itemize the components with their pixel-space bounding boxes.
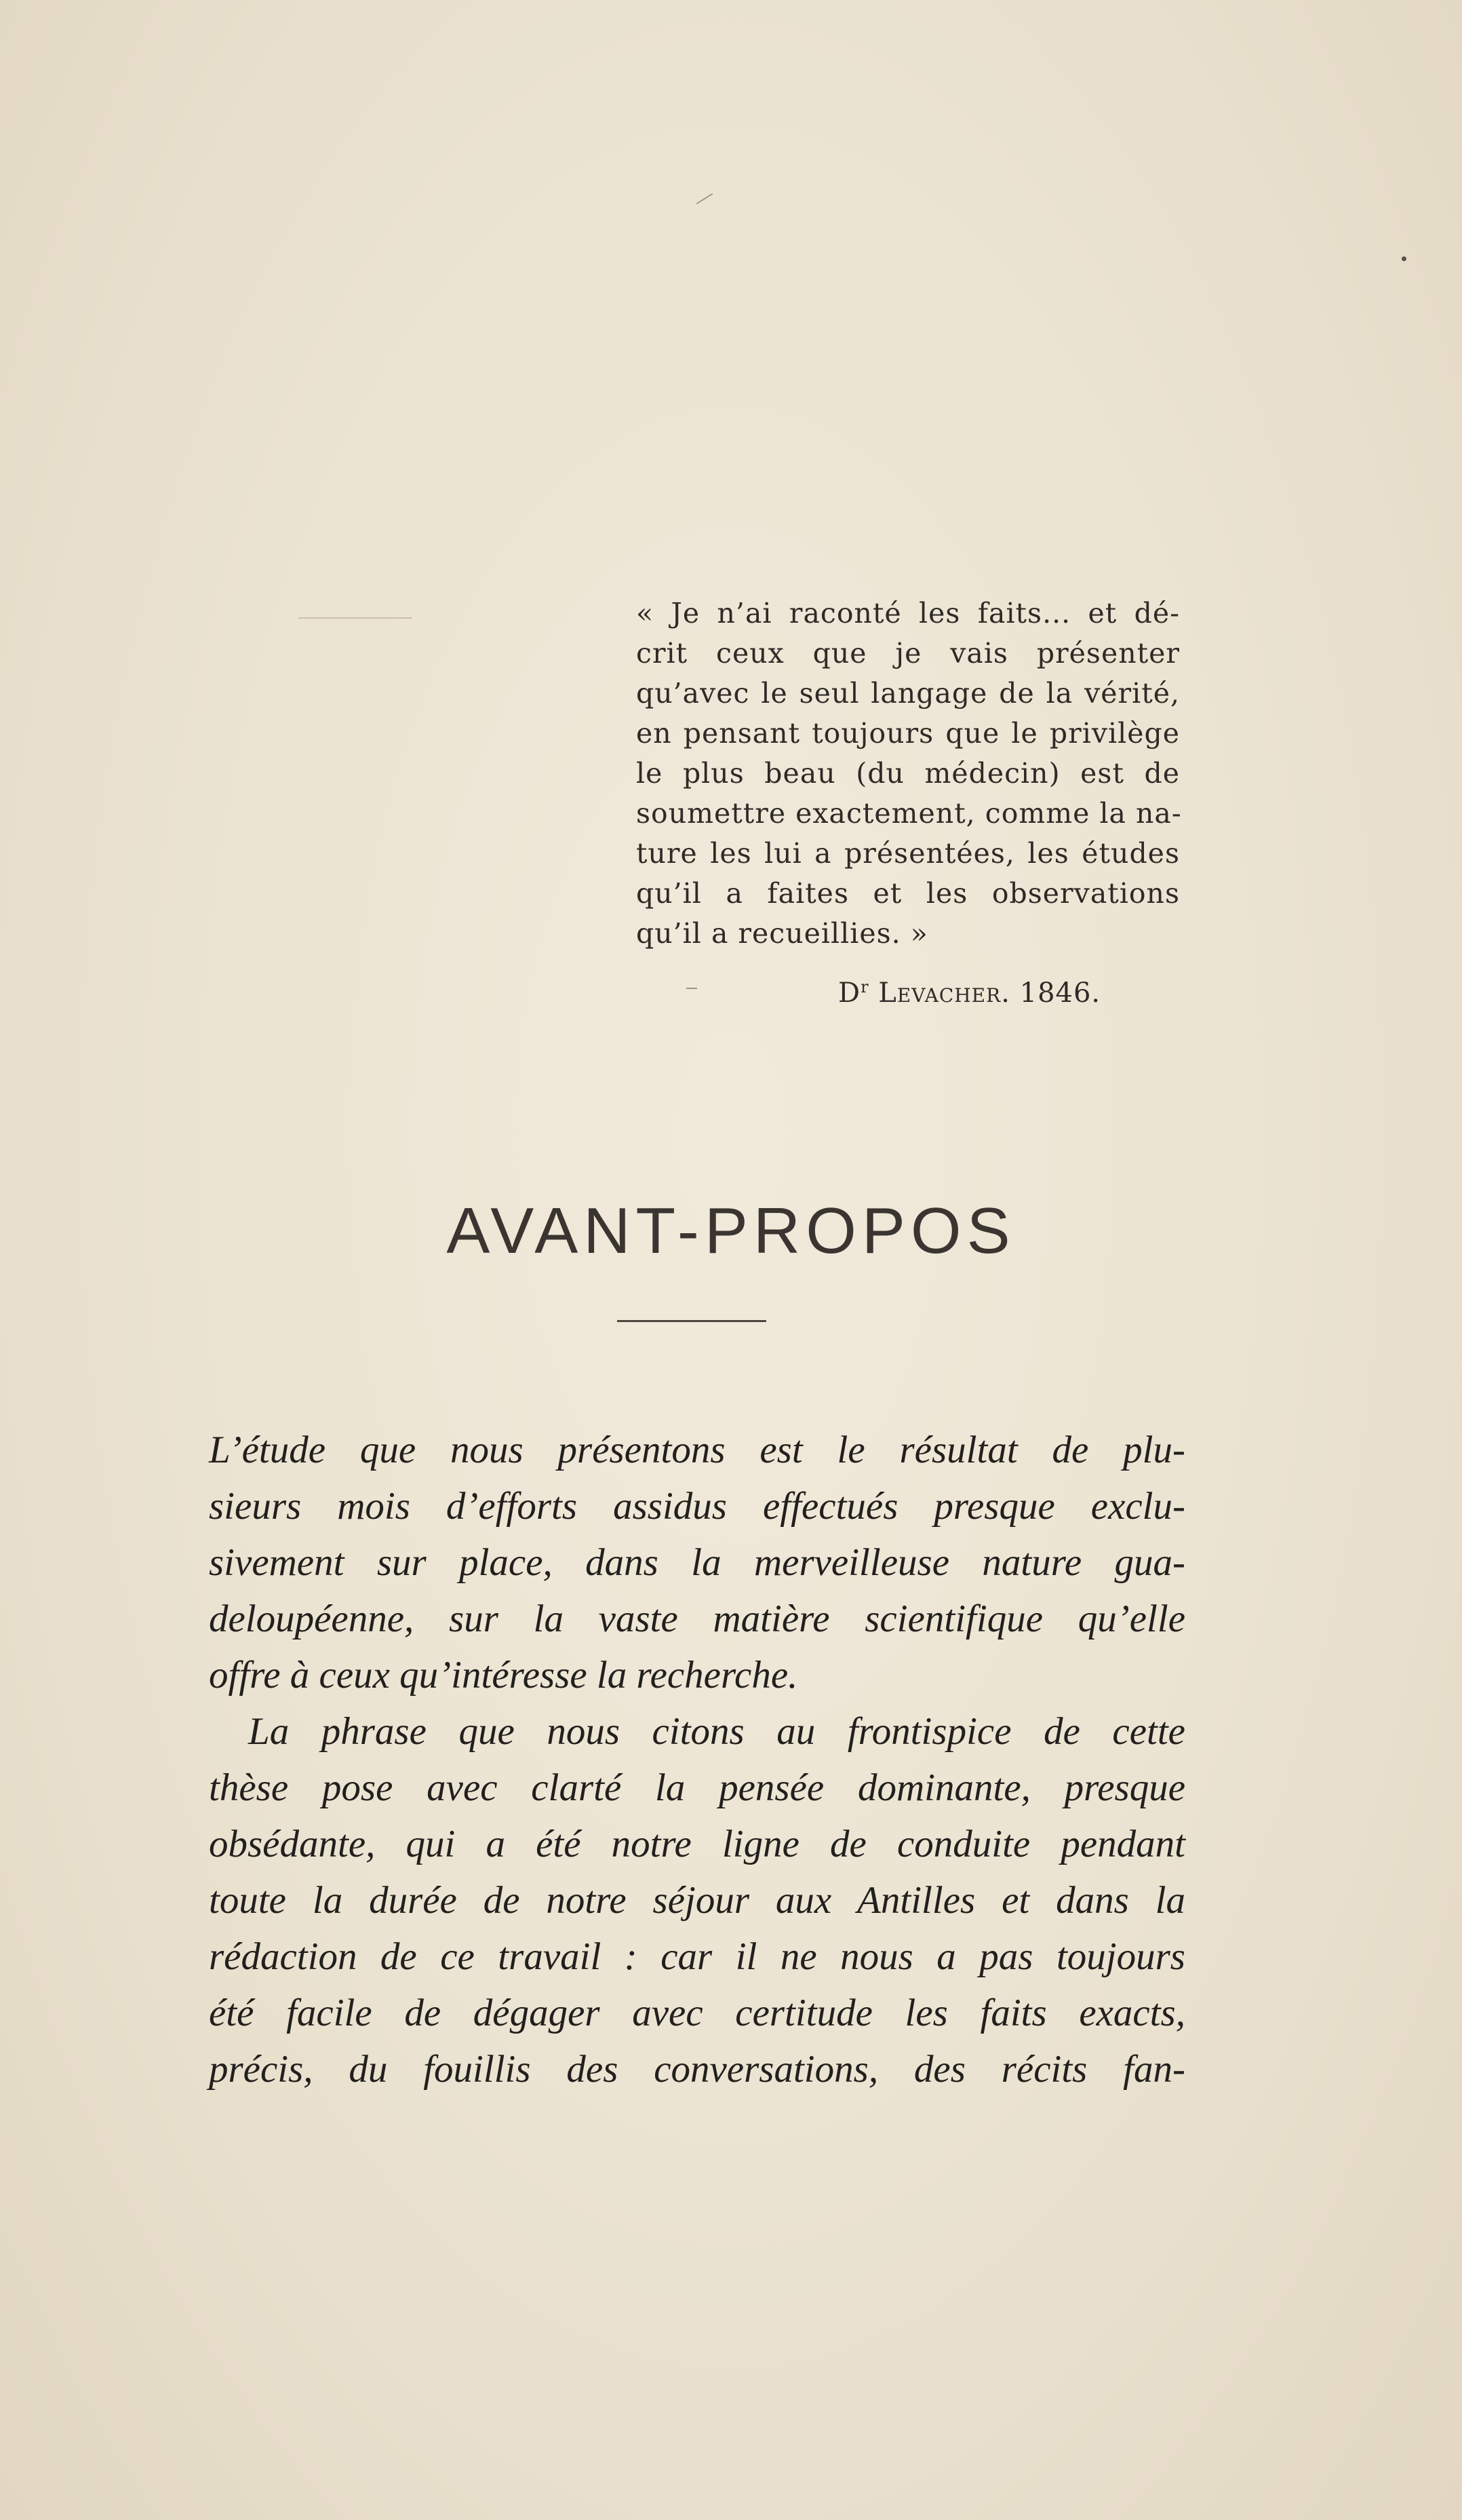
- signature-title-superscript: r: [861, 977, 869, 996]
- faint-dash-mark: [686, 988, 697, 989]
- body-line: toute la durée de notre séjour aux Antilles et dans la: [209, 1879, 1185, 1922]
- epigraph-line: soumettre exactement, comme la na-: [636, 797, 1182, 830]
- body-line: L’étude que nous présentons est le résultat de plu-: [209, 1429, 1185, 1471]
- epigraph-signature: [838, 977, 1130, 1009]
- faint-dash-mark: [298, 617, 412, 619]
- body-line: sivement sur place, dans la merveilleuse nature gua-: [209, 1541, 1185, 1584]
- title-rule: [617, 1320, 766, 1322]
- body-line: deloupéenne, sur la vaste matière scientifique qu’elle: [209, 1597, 1185, 1640]
- page-title: AVANT-PROPOS: [446, 1195, 1016, 1267]
- signature-title: D: [838, 977, 861, 1009]
- body-line: été facile de dégager avec certitude les faits exacts,: [209, 1992, 1185, 2034]
- body-line: précis, du fouillis des conversations, des récits fan-: [209, 2048, 1185, 2091]
- epigraph-line: qu’avec le seul langage de la vérité,: [636, 677, 1180, 710]
- body-line: rédaction de ce travail : car il ne nous a pas toujours: [209, 1935, 1185, 1978]
- body-line: offre à ceux qu’intéresse la recherche.: [209, 1654, 798, 1697]
- signature-year: . 1846.: [1001, 977, 1101, 1009]
- pencil-mark: [696, 193, 713, 205]
- ink-speck: [1402, 256, 1406, 261]
- epigraph-line: en pensant toujours que le privilège: [636, 717, 1180, 750]
- signature-name: Levacher: [878, 977, 1002, 1009]
- body-line: La phrase que nous citons au frontispice de cette: [248, 1710, 1185, 1753]
- epigraph-line: qu’il a faites et les observations: [636, 877, 1180, 910]
- epigraph-line: « Je n’ai raconté les faits... et dé-: [636, 597, 1180, 629]
- epigraph-line: qu’il a recueillies. »: [636, 917, 928, 950]
- epigraph-line: le plus beau (du médecin) est de: [636, 757, 1180, 790]
- epigraph-line: crit ceux que je vais présenter: [636, 637, 1180, 670]
- body-line: thèse pose avec clarté la pensée dominante, presque: [209, 1766, 1185, 1809]
- body-line: obsédante, qui a été notre ligne de conduite pendant: [209, 1823, 1185, 1865]
- body-line: sieurs mois d’efforts assidus effectués presque exclu-: [209, 1485, 1185, 1528]
- epigraph-line: ture les lui a présentées, les études: [636, 837, 1180, 870]
